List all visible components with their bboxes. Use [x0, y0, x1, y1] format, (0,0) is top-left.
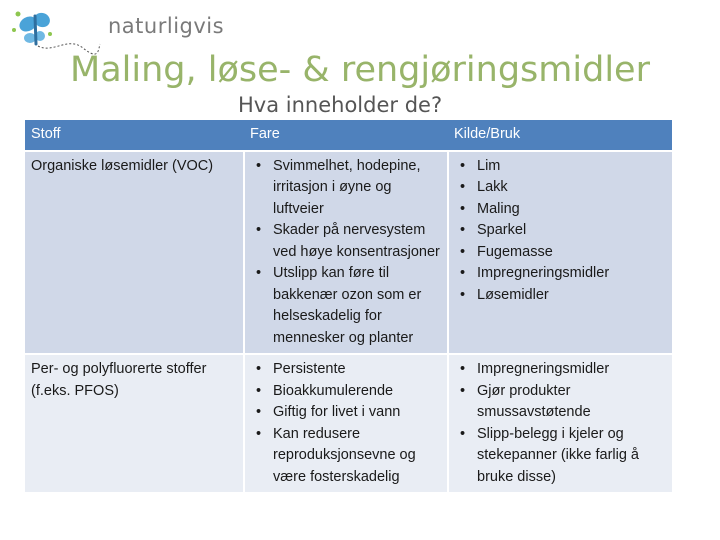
cell-fare: [244, 355, 448, 492]
list-item: • Sparkel: [455, 220, 666, 242]
list-item: • Slipp-belegg i kjeler og stekepanner (ikke farlig å bruke disse): [455, 424, 666, 489]
list-item: • Lim: [455, 156, 666, 178]
list-item: • Impregneringsmidler: [455, 263, 666, 285]
table-row: [25, 152, 672, 354]
table-header-row: [25, 120, 672, 150]
list-item: • Kan redusere reproduksjonsevne og være fosterskadelig: [251, 424, 441, 489]
butterfly-icon: [8, 6, 103, 56]
cell-kilde: [448, 355, 672, 492]
list-item: • Svimmelhet, hodepine, irritasjon i øyne og luftveier: [251, 156, 441, 221]
cell-stoff: Organiske løsemidler (VOC): [25, 152, 244, 354]
list-item: • Giftig for livet i vann: [251, 402, 441, 424]
header-fare: Fare: [244, 120, 448, 150]
list-item: • Fugemasse: [455, 242, 666, 264]
page-subtitle: Hva inneholder de?: [238, 93, 443, 117]
header-stoff: Stoff: [25, 120, 244, 150]
list-item: • Maling: [455, 199, 666, 221]
logo: [8, 6, 268, 56]
logo-text: naturligvis: [108, 14, 225, 38]
cell-fare: [244, 152, 448, 354]
list-item: • Skader på nervesystem ved høye konsentrasjoner: [251, 220, 441, 263]
table-row: [25, 355, 672, 492]
list-item: • Bioakkumulerende: [251, 381, 441, 403]
cell-stoff: Per- og polyfluorerte stoffer (f.eks. PFOS): [25, 355, 244, 492]
list-item: • Utslipp kan føre til bakkenær ozon som er helseskadelig for mennesker og planter: [251, 263, 441, 349]
list-item: • Persistente: [251, 359, 441, 381]
page-title: Maling, løse- & rengjøringsmidler: [70, 50, 650, 90]
list-item: • Gjør produkter smussavstøtende: [455, 381, 666, 424]
list-item: • Lakk: [455, 177, 666, 199]
hazard-table: [25, 120, 672, 492]
header-kilde: Kilde/Bruk: [448, 120, 672, 150]
list-item: • Løsemidler: [455, 285, 666, 307]
cell-kilde: [448, 152, 672, 354]
list-item: • Impregneringsmidler: [455, 359, 666, 381]
